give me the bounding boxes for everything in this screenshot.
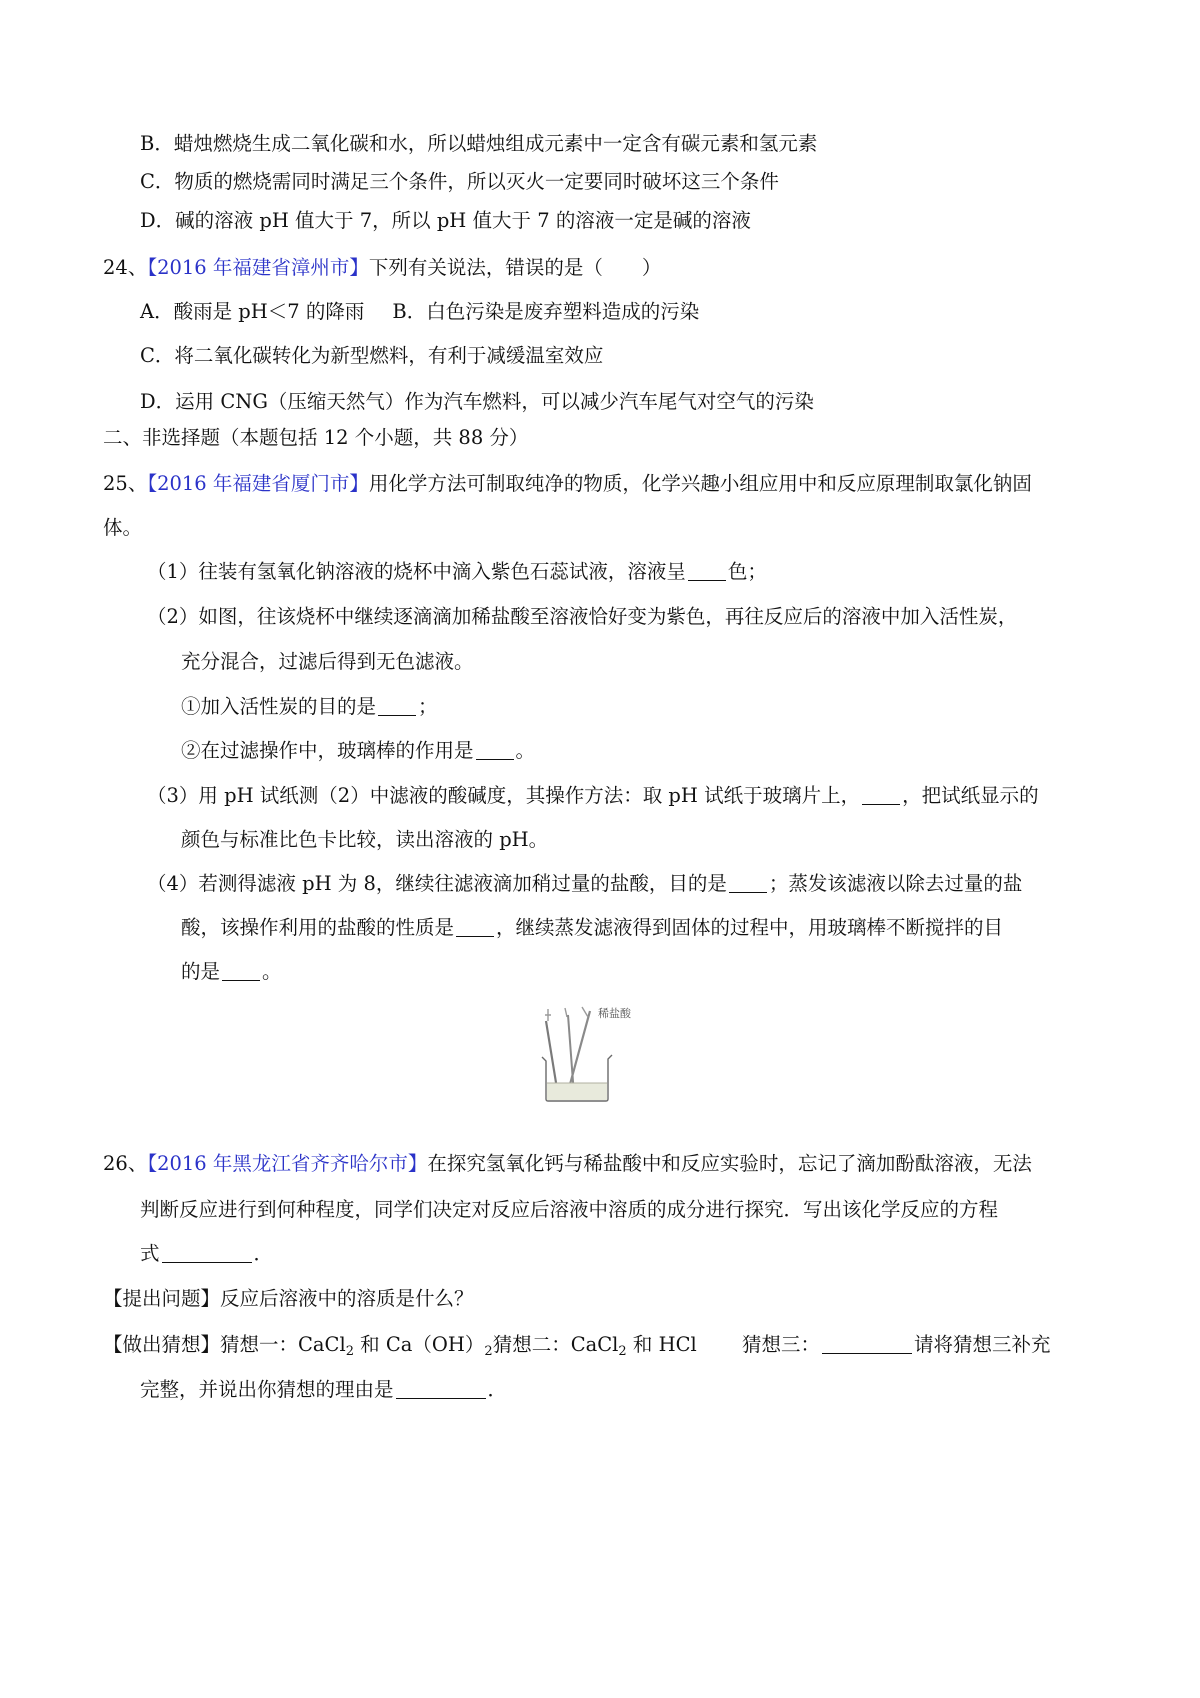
q25-part2-sub1-text: ①加入活性炭的目的是 [181, 695, 377, 718]
answer-blank[interactable] [862, 784, 900, 805]
q25-part4-line1 [147, 870, 1022, 898]
answer-blank[interactable] [729, 872, 767, 893]
q23-option-b: B．蜡烛燃烧生成二氧化碳和水，所以蜡烛组成元素中一定含有碳元素和氢元素 [140, 132, 818, 155]
q24-number: 24、 [103, 256, 148, 279]
q25-stem1: 用化学方法可制取纯净的物质，化学兴趣小组应用中和反应原理制取氯化钠固 [368, 472, 1032, 495]
q25-part1 [147, 558, 767, 586]
q24-stem [103, 254, 661, 282]
q25-part2-sub2-text: ②在过滤操作中，玻璃棒的作用是 [181, 739, 474, 762]
q24-option-b: B．白色污染是废弃塑料造成的污染 [392, 300, 700, 323]
answer-blank[interactable] [822, 1333, 912, 1354]
q25-part2-line2: 充分混合，过滤后得到无色滤液。 [181, 650, 474, 673]
guess-one-tail: 和 Ca（OH） [353, 1333, 485, 1356]
guess-two-text: 猜想二：CaCl [492, 1333, 619, 1356]
q25-part3-text: （3）用 pH 试纸测（2）中滤液的酸碱度，其操作方法：取 pH 试纸于玻璃片上， [147, 784, 861, 807]
q23-option-d: D．碱的溶液 pH 值大于 7，所以 pH 值大于 7 的溶液一定是碱的溶液 [140, 209, 751, 232]
q25-stem-line1 [103, 470, 1032, 498]
q26-stem3-tail: ． [253, 1242, 274, 1265]
q26-guess-line2 [140, 1376, 507, 1404]
answer-blank[interactable] [162, 1242, 252, 1263]
q25-part1-tail: 色； [727, 560, 767, 583]
q26-stem-line1 [103, 1150, 1032, 1178]
q26-number: 26、 [103, 1152, 148, 1175]
q26-guess-line1 [103, 1331, 1050, 1359]
section-heading: 二、非选择题（本题包括 12 个小题，共 88 分） [103, 426, 529, 449]
beaker-figure [540, 1003, 660, 1103]
subscript: 2 [484, 1344, 493, 1359]
q25-source: 【2016 年福建省厦门市】 [147, 472, 369, 495]
q25-part2-sub2-tail: 。 [515, 739, 536, 762]
q25-part2-line1: （2）如图，往该烧杯中继续逐滴滴加稀盐酸至溶液恰好变为紫色，再往反应后的溶液中加入活性炭， [147, 605, 1018, 628]
q25-stem-line2: 体。 [103, 516, 143, 539]
q25-number: 25、 [103, 472, 148, 495]
subscript: 2 [618, 1344, 627, 1359]
q25-part4-line2 [181, 914, 1003, 942]
q25-part1-text: （1）往装有氢氧化钠溶液的烧杯中滴入紫色石蕊试液，溶液呈 [147, 560, 686, 583]
q25-part4-text5: 的是 [181, 960, 221, 983]
q25-part3-tail: ，把试纸显示的 [902, 784, 1039, 807]
answer-blank[interactable] [222, 960, 260, 981]
q25-part4-text2: ；蒸发该滤液以除去过量的盐 [768, 872, 1023, 895]
q25-part4-text3: 酸，该操作利用的盐酸的性质是 [181, 916, 455, 939]
q26-stem-line3 [140, 1240, 273, 1268]
answer-blank[interactable] [688, 560, 726, 581]
q26-source: 【2016 年黑龙江省齐齐哈尔市】 [147, 1152, 428, 1175]
answer-blank[interactable] [456, 916, 494, 937]
q26-stem3-text: 式 [140, 1242, 160, 1265]
q25-part2-sub2 [181, 737, 535, 765]
guess-three-text: 和 HCl 猜想三： [626, 1333, 820, 1356]
q24-option-c: C．将二氧化碳转化为新型燃料，有利于减缓温室效应 [140, 344, 604, 367]
q25-part4-line3 [181, 958, 282, 986]
q25-part3-line2: 颜色与标准比色卡比较，读出溶液的 pH。 [181, 828, 549, 851]
q25-part4-text6: 。 [262, 960, 282, 983]
q24-option-d: D．运用 CNG（压缩天然气）作为汽车燃料，可以减少汽车尾气对空气的污染 [140, 390, 814, 413]
q26-stem-line2: 判断反应进行到何种程度，同学们决定对反应后溶液中溶质的成分进行探究．写出该化学反应的方程 [140, 1198, 999, 1221]
q26-stem1: 在探究氢氧化钙与稀盐酸中和反应实验时，忘记了滴加酚酞溶液，无法 [427, 1152, 1032, 1175]
guess-one-text: 【做出猜想】猜想一：CaCl [103, 1333, 346, 1356]
q25-part2-sub1 [181, 693, 438, 721]
q24-option-a: A．酸雨是 pH＜7 的降雨 [140, 300, 365, 323]
q25-part3-line1 [147, 782, 1039, 810]
figure-label: 稀盐酸 [598, 1007, 631, 1020]
q25-part4-text1: （4）若测得滤液 pH 为 8，继续往滤液滴加稍过量的盐酸，目的是 [147, 872, 727, 895]
q26-problem: 【提出问题】反应后溶液中的溶质是什么？ [103, 1287, 474, 1310]
reason-tail: ． [487, 1378, 508, 1401]
q25-part4-text4: ，继续蒸发滤液得到固体的过程中，用玻璃棒不断搅拌的目 [496, 916, 1004, 939]
beaker-icon [542, 1007, 612, 1101]
answer-blank[interactable] [476, 739, 514, 760]
q25-part2-sub1-tail: ； [418, 695, 438, 718]
guess-three-tail: 请将猜想三补充 [913, 1333, 1051, 1356]
q23-option-c: C．物质的燃烧需同时满足三个条件，所以灭火一定要同时破坏这三个条件 [140, 170, 779, 193]
subscript: 2 [345, 1344, 354, 1359]
answer-blank[interactable] [378, 695, 416, 716]
answer-blank[interactable] [396, 1378, 486, 1399]
q24-source: 【2016 年福建省漳州市】 [147, 256, 369, 279]
reason-text: 完整，并说出你猜想的理由是 [140, 1378, 394, 1401]
q24-options-ab [140, 298, 699, 326]
q24-stem-text: 下列有关说法，错误的是（ ） [368, 256, 662, 279]
